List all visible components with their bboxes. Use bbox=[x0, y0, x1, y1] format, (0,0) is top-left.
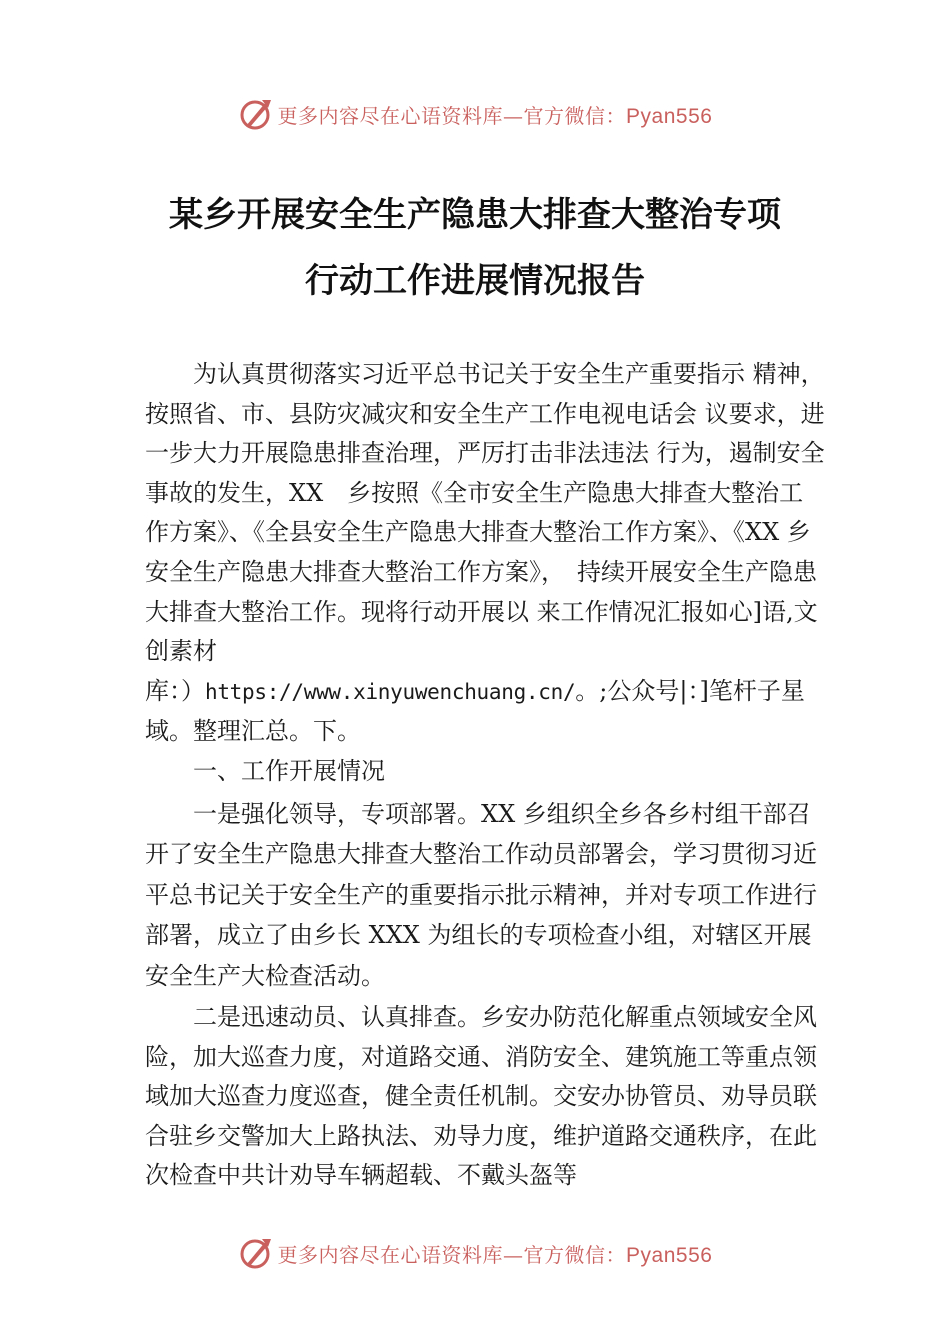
source-url-link[interactable]: https://www.xinyuwenchuang.cn/ bbox=[205, 679, 576, 704]
document-body bbox=[145, 355, 825, 1196]
banner-label: 更多内容尽在心语资料库—官方微信： bbox=[277, 103, 627, 128]
source-prefix: 库：） bbox=[145, 676, 205, 705]
intro-paragraph bbox=[145, 355, 825, 672]
document-title-line-1: 某乡开展安全生产隐患大排查大整治专项 bbox=[169, 195, 781, 235]
header-watermark-banner bbox=[0, 94, 950, 134]
document-title-line-2: 行动工作进展情况报告 bbox=[305, 261, 645, 301]
source-suffix: 。;公众号|：]笔杆子星域。整理汇总。下。 bbox=[145, 676, 805, 746]
document-title bbox=[100, 182, 850, 314]
banner-wechat-id: Pyan556 bbox=[626, 104, 713, 128]
quill-logo-icon bbox=[238, 96, 274, 132]
footer-watermark-banner bbox=[0, 1233, 950, 1273]
point-2-paragraph: 二是迅速动员、认真排查。乡安办防范化解重点领域安全风险，加大巡查力度，对道路交通、消防安全、建筑施工等重点领域加大巡查力度巡查，健全责任机制。交安办协管员、劝导员联合驻乡交警加大上路执法、劝导力度，维护道路交通秩序，在此次检查中共计劝导车辆超载、不戴头盔等 bbox=[145, 1003, 817, 1190]
banner-text bbox=[278, 1239, 713, 1268]
quill-logo-icon bbox=[238, 1235, 274, 1271]
intro-text: 为认真贯彻落实习近平总书记关于安全生产重要指示 精神，按照省、市、县防灾减灾和安全生产工作电视电话会 议要求，进一步大力开展隐患排查治理，严厉打击非法违法 行为，遏制安全事故的发生，XX 乡按照《全市安全生产隐患大排查大整治工作方案》、《全县安全生产隐患大排查大整治工作方案》、《XX 乡安全生产隐患大排查大整治工作方案》， 持续开展安全生产隐患大排查大整治工作。现将行动开展以 来工作情况汇报如心]语,文创素材 bbox=[145, 360, 825, 666]
banner-wechat-id: Pyan556 bbox=[626, 1243, 713, 1267]
banner-text bbox=[278, 100, 713, 129]
banner-label: 更多内容尽在心语资料库—官方微信： bbox=[277, 1242, 627, 1267]
section-heading-1: 一、工作开展情况 bbox=[193, 756, 385, 785]
source-line bbox=[145, 672, 825, 752]
point-1-paragraph: 一是强化领导，专项部署。XX 乡组织全乡各乡村组干部召开了安全生产隐患大排查大整治工作动员部署会，学习贯彻习近平总书记关于安全生产的重要指示批示精神，并对专项工作进行部署，成立了由乡长 XXX 为组长的专项检查小组，对辖区开展安全生产大检查活动。 bbox=[145, 799, 817, 990]
